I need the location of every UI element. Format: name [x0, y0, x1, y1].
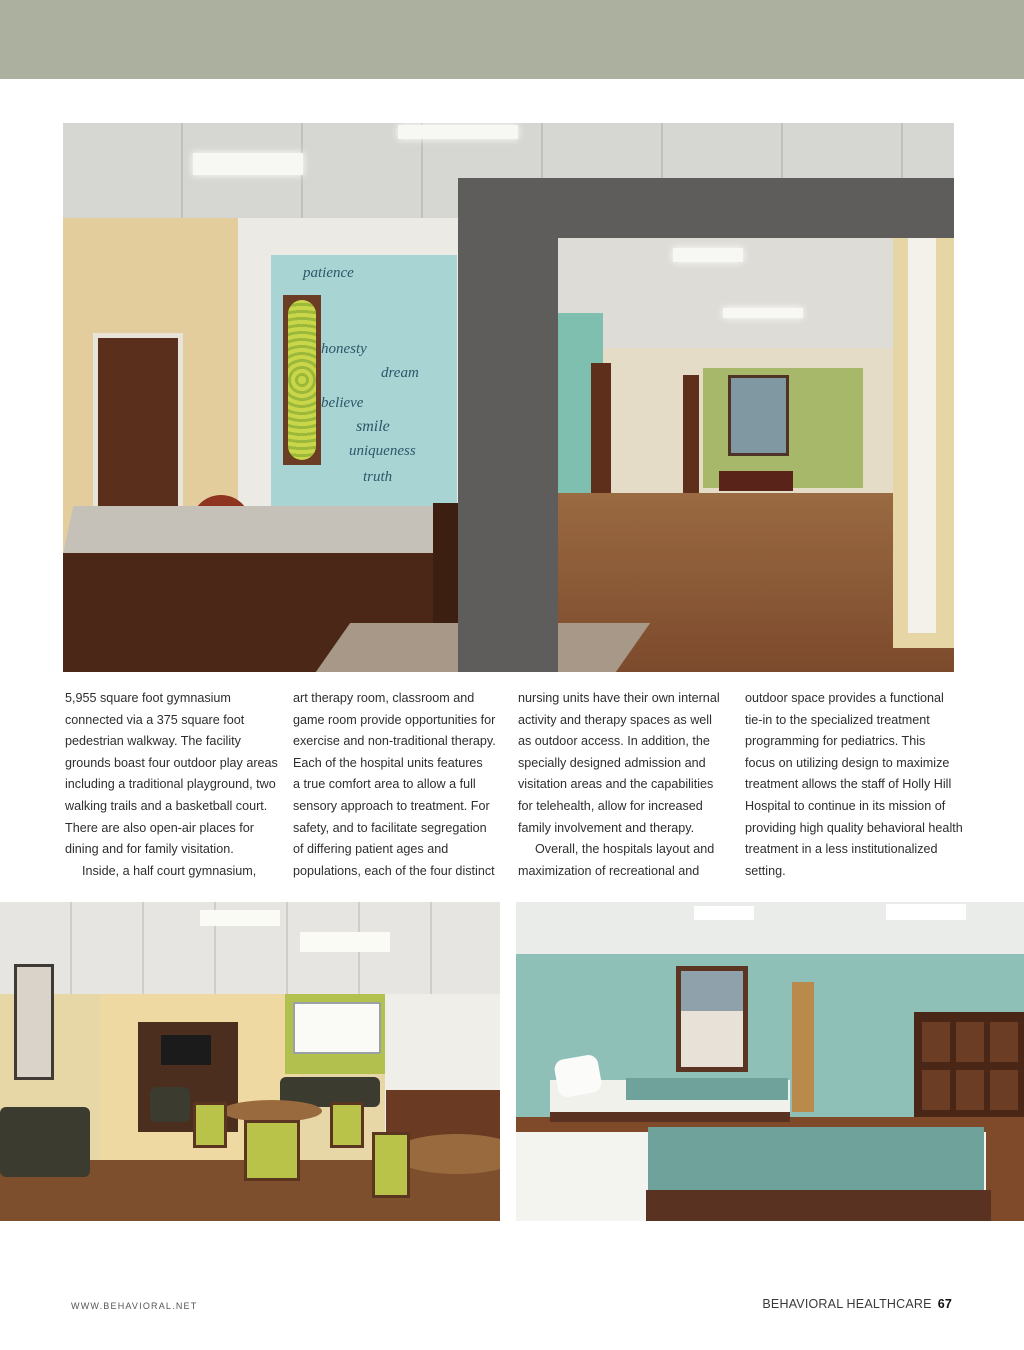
text-line: setting.: [745, 863, 786, 878]
window-glass: [681, 971, 743, 1011]
ceiling-light: [200, 910, 280, 926]
word-mural: [271, 255, 457, 513]
text-line: treatment allows the staff of Holly Hill: [745, 777, 952, 792]
ceiling-light: [193, 153, 303, 175]
television: [161, 1035, 211, 1065]
text-line: nursing units have their own internal: [518, 691, 720, 705]
window: [14, 964, 54, 1080]
text-column-3: [518, 688, 723, 882]
text-line: 5,955 square foot gymnasium: [65, 691, 231, 705]
text-line: including a traditional playground, two: [65, 777, 276, 792]
text-line: connected via a 375 square foot: [65, 712, 245, 727]
pillow: [553, 1053, 603, 1098]
text-line: pedestrian walkway. The facility: [65, 734, 241, 749]
round-table: [222, 1100, 322, 1122]
lobby-reception-photo: [63, 123, 954, 672]
text-line: maximization of recreational and: [518, 863, 700, 878]
header-color-band: [0, 0, 1024, 79]
text-line: Overall, the hospitals layout and: [535, 842, 715, 857]
ceiling-light: [673, 248, 743, 262]
text-line: game room provide opportunities for: [293, 712, 496, 727]
ceiling-light: [886, 904, 966, 920]
text-line: a true comfort area to allow a full: [293, 777, 476, 792]
green-chair: [244, 1120, 300, 1181]
text-line: activity and therapy spaces as well: [518, 712, 712, 727]
gray-portal-pillar: [458, 178, 558, 672]
footer-website: WWW.BEHAVIORAL.NET: [71, 1301, 198, 1311]
publication-name: BEHAVIORAL HEALTHCARE: [762, 1297, 932, 1311]
text-line: of differing patient ages and: [293, 842, 449, 857]
green-chair: [372, 1132, 410, 1198]
text-line: There are also open-air places for: [65, 820, 255, 835]
bed-frame: [646, 1190, 991, 1221]
shelf-cell: [922, 1070, 950, 1110]
text-line: Each of the hospital units features: [293, 755, 483, 770]
text-line: populations, each of the four distinct: [293, 863, 495, 878]
text-line: Hospital to continue in its mission of: [745, 798, 946, 813]
green-chair: [330, 1102, 364, 1148]
text-line: specially designed admission and: [518, 755, 706, 770]
mural-word: smile: [356, 418, 390, 435]
text-line: as outdoor access. In addition, the: [518, 734, 710, 749]
mural-word: patience: [303, 265, 354, 281]
text-line: walking trails and a basketball court.: [65, 798, 268, 813]
text-line: for telehealth, allow for increased: [518, 798, 703, 813]
page-number: 67: [937, 1297, 952, 1311]
lounge-chair: [150, 1087, 190, 1122]
wood-door: [792, 982, 814, 1112]
footer-publication: [762, 1297, 952, 1311]
shelf-cell: [990, 1022, 1018, 1062]
lounge-chairs: [0, 1107, 90, 1177]
shelf-cell: [956, 1022, 984, 1062]
ceiling-light: [398, 125, 518, 139]
mural-tree-foliage: [288, 300, 316, 460]
window: [728, 375, 789, 456]
text-line: Inside, a half court gymnasium,: [82, 863, 257, 878]
day-room-photo: [0, 902, 500, 1221]
shelf-cell: [990, 1070, 1018, 1110]
text-line: focus on utilizing design to maximize: [745, 755, 950, 770]
ceiling-light: [694, 906, 754, 920]
bed-blanket: [648, 1127, 984, 1197]
text-line: exercise and non-traditional therapy.: [293, 734, 496, 749]
text-column-1: [65, 688, 278, 882]
text-line: visitation areas and the capabilities: [518, 777, 714, 792]
whiteboard: [293, 1002, 381, 1054]
mural-word: dream: [381, 365, 419, 381]
text-column-2: [293, 688, 498, 882]
text-column-4: [745, 688, 963, 882]
text-line: providing high quality behavioral health: [745, 820, 963, 835]
text-line: sensory approach to treatment. For: [293, 798, 490, 813]
text-line: safety, and to facilitate segregation: [293, 820, 487, 835]
patient-bedroom-photo: [516, 902, 1024, 1221]
ceiling-light: [723, 308, 803, 318]
text-line: art therapy room, classroom and: [293, 691, 475, 705]
text-line: treatment in a less institutionalized: [745, 842, 938, 857]
shelf-cell: [922, 1022, 950, 1062]
ceiling-light: [300, 932, 390, 952]
bed-blanket: [626, 1078, 788, 1100]
text-line: family involvement and therapy.: [518, 820, 695, 835]
shelf-cell: [956, 1070, 984, 1110]
text-line: dining and for family visitation.: [65, 842, 234, 857]
mural-word: truth: [363, 469, 393, 485]
text-line: outdoor space provides a functional: [745, 691, 944, 705]
mural-word: uniqueness: [349, 443, 416, 459]
text-line: programming for pediatrics. This: [745, 734, 926, 749]
mural-word: honesty: [321, 341, 367, 357]
text-line: grounds boast four outdoor play areas: [65, 755, 278, 770]
bench: [719, 471, 793, 491]
mural-word: believe: [321, 395, 364, 411]
green-chair: [193, 1102, 227, 1148]
white-column: [908, 233, 936, 633]
wood-door: [591, 363, 611, 513]
text-line: tie-in to the specialized treatment: [745, 712, 930, 727]
